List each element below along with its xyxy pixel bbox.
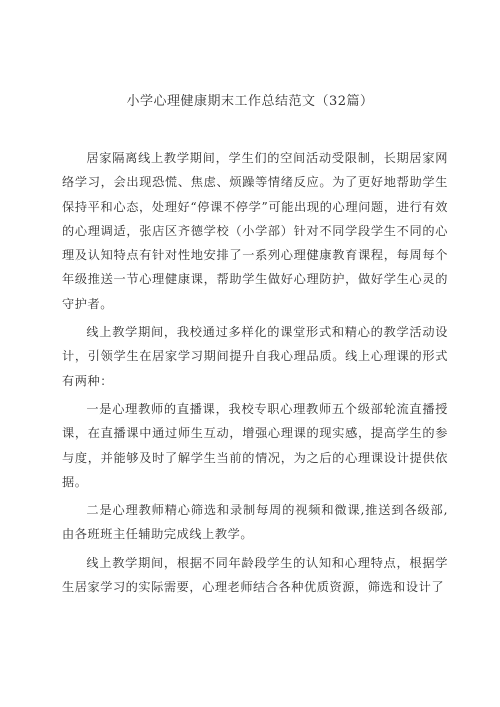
document-body [62, 146, 448, 603]
paragraph-4: 二是心理教师精心筛选和录制每周的视频和微课,推送到各级部,由各班班主任辅助完成线上教学。 [62, 503, 448, 542]
paragraph-1: 居家隔离线上教学期间，学生们的空间活动受限制，长期居家网络学习，会出现恐慌、焦虑、烦躁等情绪反应。为了更好地帮助学生保持平和心态，处理好“停课不停学”可能出现的心理问题，进行有效的心理调适，张店区齐德学校（小学部）针对不同学段学生不同的心理及认知特点有针对性地安排了一系列心理健康教育课程，每周每个年级推送一节心理健康课，帮助学生做好心理防护，做好学生心灵的守护者。 [62, 151, 448, 311]
paragraph-5: 线上教学期间，根据不同年龄段学生的认知和心理特点，根据学生居家学习的实际需要，心理老师结合各种优质资源，筛选和设计了 [62, 555, 448, 595]
paragraph-3: 一是心理教师的直播课，我校专职心理教师五个级部轮流直播授课，在直播课中通过师生互动，增强心理课的现实感，提高学生的参与度，并能够及时了解学生当前的情况，为之后的心理课设计提供依据。 [62, 401, 448, 489]
paragraph-2: 线上教学期间，我校通过多样化的课堂形式和精心的教学活动设计，引领学生在居家学习期间提升自我心理品质。线上心理课的形式有两种： [62, 325, 448, 388]
document-title: 小学心理健康期末工作总结范文（32篇） [126, 94, 374, 109]
